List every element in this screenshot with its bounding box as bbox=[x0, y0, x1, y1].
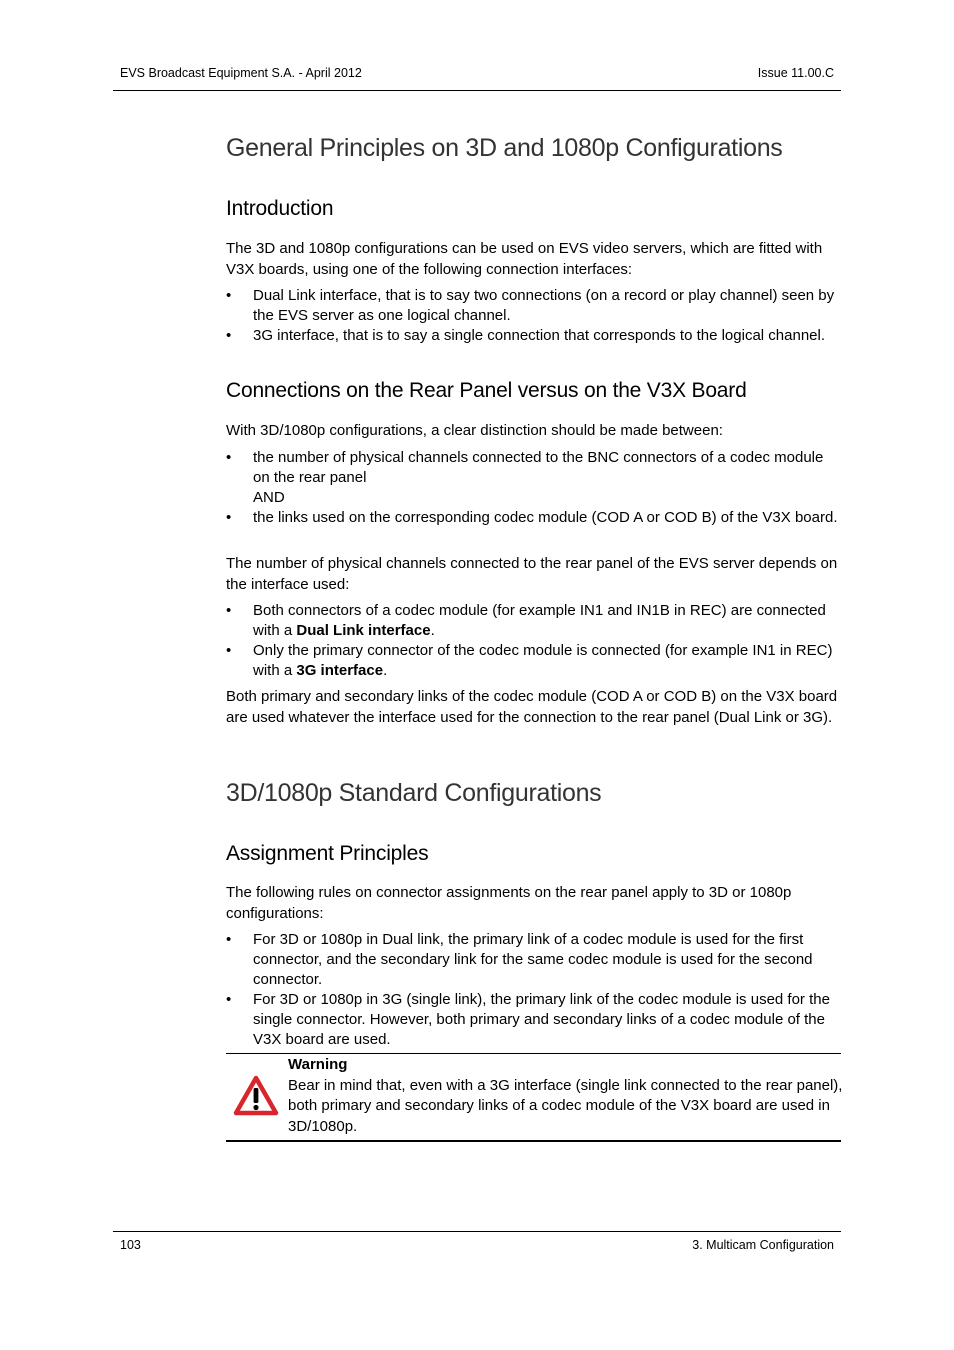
list-item: • Dual Link interface, that is to say two connections (on a record or play channel) seen by the EVS server as one logical channel. bbox=[226, 287, 835, 324]
page-footer bbox=[113, 1238, 841, 1252]
assignment-paragraph: The following rules on connector assignments on the rear panel apply to 3D or 1080p configurations: bbox=[226, 884, 792, 922]
list-item: • the number of physical channels connected to the BNC connectors of a codec module on the rear panel bbox=[226, 449, 824, 486]
intro-bullet-list bbox=[226, 286, 844, 346]
list-item: • the links used on the corresponding codec module (COD A or COD B) of the V3X board. bbox=[226, 509, 838, 526]
connections-bullet-list-2 bbox=[226, 601, 844, 681]
connections-bullet-list-1 bbox=[226, 448, 844, 528]
footer-divider bbox=[113, 1231, 841, 1232]
warning-box bbox=[288, 1055, 844, 1137]
heading-general-principles: General Principles on 3D and 1080p Configurations bbox=[226, 134, 783, 162]
heading-assignment-principles: Assignment Principles bbox=[226, 842, 429, 865]
footer-chapter: 3. Multicam Configuration bbox=[692, 1238, 834, 1252]
list-item-and: AND bbox=[253, 489, 285, 506]
connections-paragraph-1: With 3D/1080p configurations, a clear distinction should be made between: bbox=[226, 422, 723, 439]
list-item: • 3G interface, that is to say a single connection that corresponds to the logical channel. bbox=[226, 327, 826, 344]
list-item: • For 3D or 1080p in Dual link, the primary link of a codec module is used for the first connector, and the secondary link for the same codec module is used for the second connector. bbox=[226, 931, 813, 988]
list-item: • Only the primary connector of the codec module is connected (for example IN1 in REC) with a 3G interface. bbox=[226, 642, 833, 679]
warning-top-rule bbox=[226, 1053, 841, 1054]
list-item: • Both connectors of a codec module (for example IN1 and IN1B in REC) are connected with a Dual Link interface. bbox=[226, 602, 826, 639]
header-divider bbox=[113, 90, 841, 91]
connections-paragraph-3: Both primary and secondary links of the codec module (COD A or COD B) on the V3X board are used whatever the interface used for the connection to the rear panel (Dual Link or 3G). bbox=[226, 688, 838, 726]
page-number: 103 bbox=[120, 1238, 141, 1252]
header-publisher: EVS Broadcast Equipment S.A. - April 2012 bbox=[120, 66, 362, 80]
warning-triangle-icon bbox=[233, 1075, 279, 1117]
intro-paragraph: The 3D and 1080p configurations can be used on EVS video servers, which are fitted with V3X boards, using one of the following connection interfaces: bbox=[226, 240, 823, 278]
list-item: • For 3D or 1080p in 3G (single link), the primary link of the codec module is used for the single connector. However, both primary and secondary links of a codec module of the V3X board are used. bbox=[226, 991, 830, 1048]
header-issue: Issue 11.00.C bbox=[757, 66, 834, 80]
heading-connections: Connections on the Rear Panel versus on the V3X Board bbox=[226, 379, 747, 402]
assignment-bullet-list bbox=[226, 930, 844, 1050]
warning-text: Bear in mind that, even with a 3G interface (single link connected to the rear panel), both primary and secondary links of a codec module of the V3X board are used in 3D/1080p. bbox=[288, 1076, 843, 1135]
warning-title: Warning bbox=[288, 1056, 348, 1073]
page-header bbox=[113, 66, 841, 80]
connections-paragraph-2: The number of physical channels connected to the rear panel of the EVS server depends on the interface used: bbox=[226, 555, 838, 593]
heading-standard-configurations: 3D/1080p Standard Configurations bbox=[226, 779, 602, 807]
heading-introduction: Introduction bbox=[226, 197, 334, 220]
warning-bottom-rule bbox=[226, 1140, 841, 1142]
